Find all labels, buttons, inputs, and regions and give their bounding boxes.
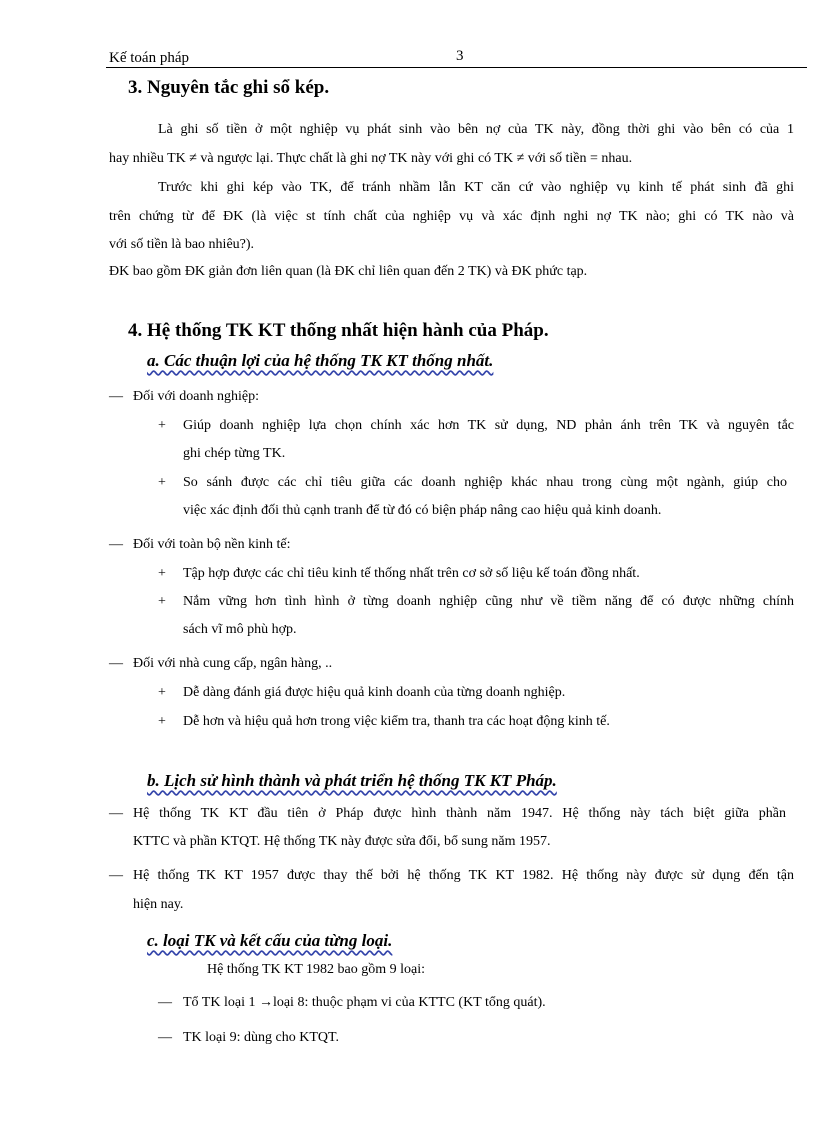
- dash-bullet: —: [109, 389, 123, 404]
- c-item1: Tổ TK loại 1 →loại 8: thuộc phạm vi của KTTC (KT tổng quát).: [183, 995, 546, 1010]
- a1-heading: Đối với doanh nghiệp:: [133, 389, 259, 404]
- dash-bullet: —: [109, 656, 123, 671]
- section-4-title: 4. Hệ thống TK KT thống nhất hiện hành của Pháp.: [128, 320, 549, 341]
- plus-bullet: +: [158, 714, 166, 729]
- plus-bullet: +: [158, 475, 166, 490]
- c-item2: TK loại 9: dùng cho KTQT.: [183, 1030, 340, 1045]
- page-number: 3: [456, 48, 464, 64]
- a2-item2-line2: sách vĩ mô phù hợp.: [183, 622, 297, 637]
- a2-heading: Đối với toàn bộ nền kinh tế:: [133, 537, 291, 552]
- s3-p1-line1: Là ghi số tiền ở một nghiệp vụ phát sinh vào bên nợ của TK này, đồng thời ghi vào bên có của 1: [158, 122, 794, 137]
- subsection-a-title: a. Các thuận lợi của hệ thống TK KT thống nhất.: [147, 351, 494, 370]
- s3-p2-line3: với số tiền là bao nhiêu?).: [109, 237, 255, 252]
- plus-bullet: +: [158, 594, 166, 609]
- s3-p2-line2: trên chứng từ để ĐK (là việc st tính chất của nghiệp vụ và xác định nghi nợ TK nào; ghi có TK nào và: [109, 209, 794, 224]
- a1-item1-line1: Giúp doanh nghiệp lựa chọn chính xác hơn TK sử dụng, ND phản ánh trên TK và nguyên tắc: [183, 418, 794, 433]
- b-item1-line1: Hệ thống TK KT đầu tiên ở Pháp được hình thành năm 1947. Hệ thống này tách biệt giữa phần: [133, 806, 786, 821]
- subsection-b-title: b. Lịch sử hình thành và phát triển hệ thống TK KT Pháp.: [147, 771, 557, 790]
- dash-bullet: —: [109, 868, 123, 883]
- plus-bullet: +: [158, 685, 166, 700]
- header-title: Kế toán pháp: [109, 50, 189, 66]
- dash-bullet: —: [109, 806, 123, 821]
- subsection-c-title: c. loại TK và kết cấu của từng loại.: [147, 931, 393, 950]
- a1-item2-line1: So sánh được các chỉ tiêu giữa các doanh nghiệp khác nhau trong cùng một ngành, giúp cho: [183, 475, 787, 490]
- b-item2-line2: hiện nay.: [133, 897, 184, 912]
- b-item2-line1: Hệ thống TK KT 1957 được thay thế bởi hệ thống TK KT 1982. Hệ thống này được sử dụng đến tận: [133, 868, 794, 883]
- a3-item1: Dễ dàng đánh giá được hiệu quả kinh doanh của từng doanh nghiệp.: [183, 685, 566, 700]
- a3-heading: Đối với nhà cung cấp, ngân hàng, ..: [133, 656, 333, 671]
- s3-p3: ĐK bao gồm ĐK giản đơn liên quan (là ĐK chỉ liên quan đến 2 TK) và ĐK phức tạp.: [109, 264, 588, 279]
- dash-bullet: —: [109, 537, 123, 552]
- c-intro: Hệ thống TK KT 1982 bao gồm 9 loại:: [207, 962, 426, 977]
- dash-bullet: —: [158, 1030, 172, 1045]
- section-3-title: 3. Nguyên tắc ghi sổ kép.: [128, 77, 330, 98]
- a1-item1-line2: ghi chép từng TK.: [183, 446, 286, 461]
- s3-p1-line2: hay nhiều TK ≠ và ngược lại. Thực chất là ghi nợ TK này với ghi có TK ≠ với số tiền = nhau.: [109, 151, 633, 166]
- dash-bullet: —: [158, 995, 172, 1010]
- a1-item2-line2: việc xác định đối thủ cạnh tranh để từ đó có biện pháp nâng cao hiệu quả kinh doanh.: [183, 503, 662, 518]
- plus-bullet: +: [158, 418, 166, 433]
- b-item1-line2: KTTC và phần KTQT. Hệ thống TK này được sửa đổi, bổ sung năm 1957.: [133, 834, 551, 849]
- a2-item2-line1: Nắm vững hơn tình hình ở từng doanh nghiệp cũng như về tiềm năng để có được những chính: [183, 594, 794, 609]
- a2-item1: Tập hợp được các chỉ tiêu kinh tế thống nhất trên cơ sở số liệu kế toán đồng nhất.: [183, 566, 640, 581]
- plus-bullet: +: [158, 566, 166, 581]
- a3-item2: Dễ hơn và hiệu quả hơn trong việc kiểm tra, thanh tra các hoạt động kinh tế.: [183, 714, 610, 729]
- header-divider: [106, 67, 807, 68]
- s3-p2-line1: Trước khi ghi kép vào TK, để tránh nhầm lẫn KT căn cứ vào nghiệp vụ kinh tế phát sinh đã ghi: [158, 180, 794, 195]
